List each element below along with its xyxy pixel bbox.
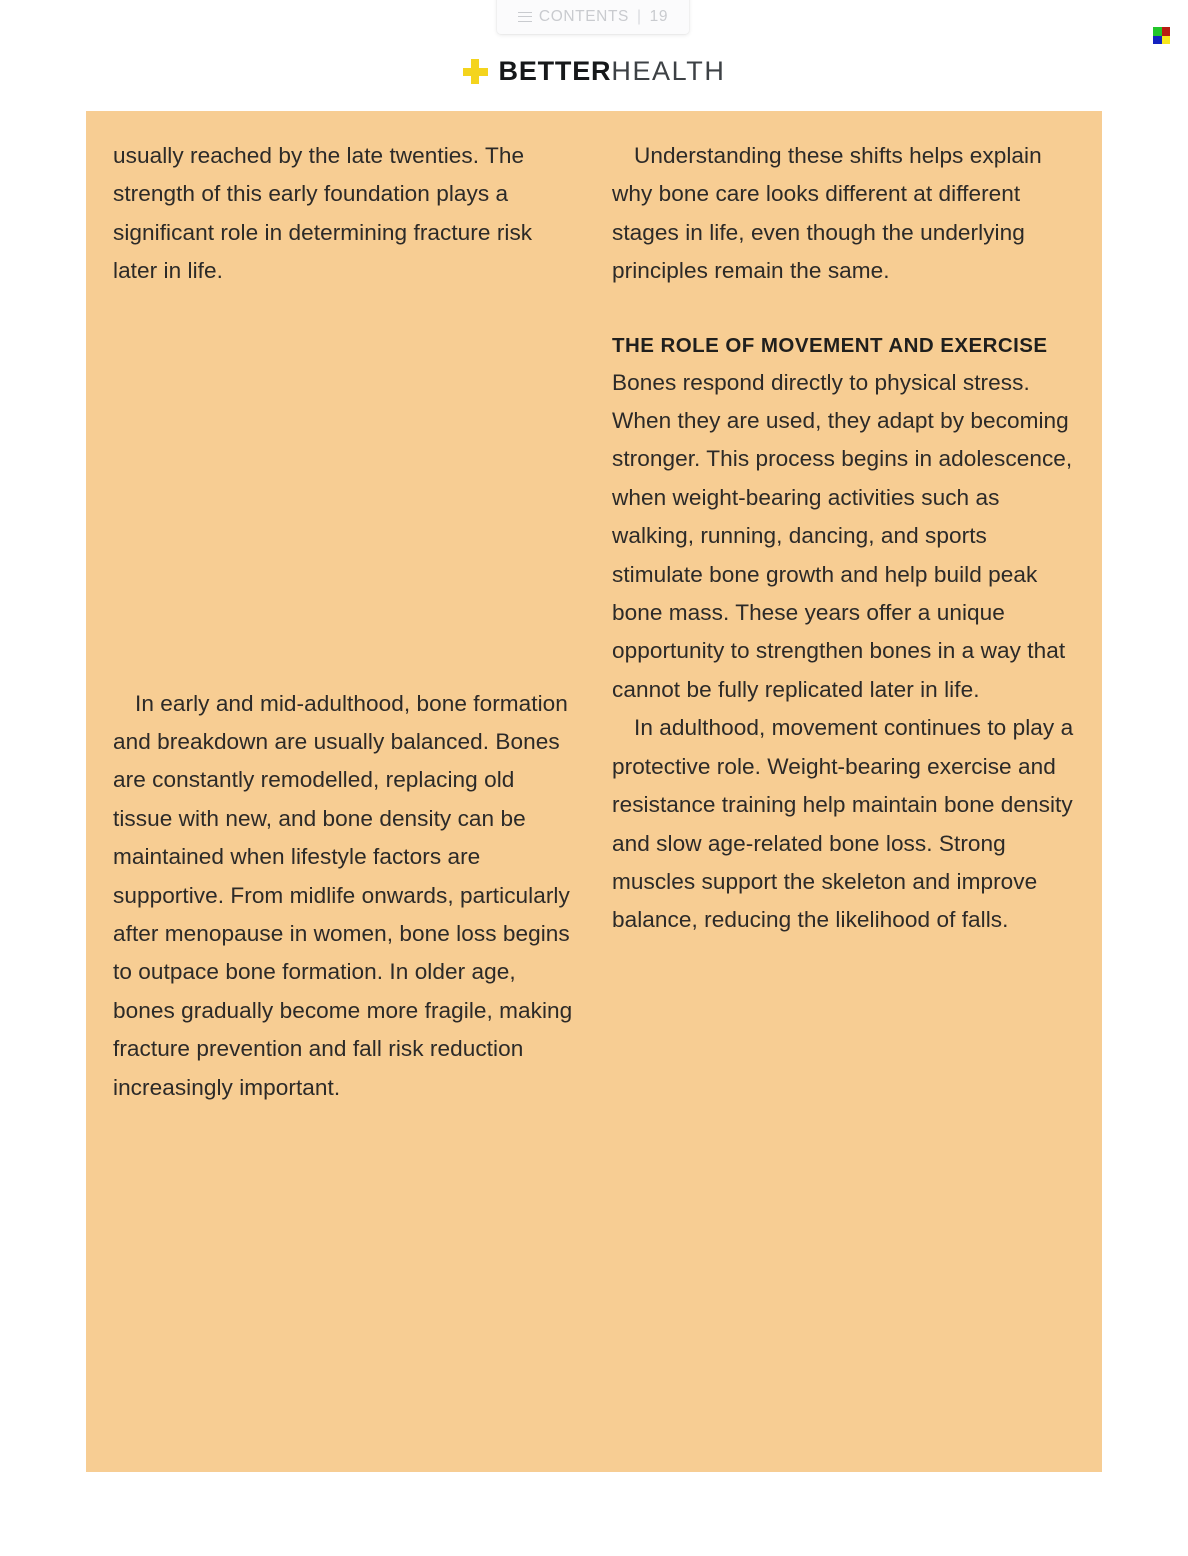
- masthead: [0, 58, 1188, 85]
- page-number: 19: [649, 8, 669, 25]
- brand-name-primary: BETTER: [498, 56, 612, 86]
- four-color-squares-icon: [1153, 27, 1170, 44]
- swatch-yellow: [1162, 36, 1171, 45]
- right-paragraph-1: Understanding these shifts helps explain why bone care looks different at different stages in life, even though the underlying principles remain the same.: [612, 143, 1042, 284]
- section-heading: THE ROLE OF MOVEMENT AND EXERCISE: [612, 333, 1048, 357]
- contents-divider: |: [636, 8, 642, 25]
- article-panel: [86, 111, 1102, 1472]
- hamburger-icon: [518, 12, 532, 23]
- article-columns: [113, 137, 1075, 1107]
- left-column: [113, 137, 576, 1107]
- left-paragraph-2: In early and mid-adulthood, bone formation and breakdown are usually balanced. Bones are constantly remodelled, replacing old tissue with new, and bone density can be maintained when lifestyle factors are supportive. From midlife onwards, particularly after menopause in women, bone loss begins to outpace bone formation. In older age, bones gradually become more fragile, making fracture prevention and fall risk reduction increasingly important.: [113, 690, 573, 1100]
- swatch-blue: [1153, 36, 1162, 45]
- brand-wordmark: [499, 58, 726, 85]
- yellow-cross-icon: [463, 59, 488, 84]
- swatch-green: [1153, 27, 1162, 36]
- left-paragraph-1: usually reached by the late twenties. The strength of this early foundation plays a significant role in determining fracture risk later in life.: [113, 143, 533, 284]
- right-column: [612, 137, 1075, 1107]
- figure-placeholder: [113, 291, 576, 685]
- contents-pill[interactable]: [497, 0, 689, 34]
- section-spacer: [612, 291, 1075, 327]
- contents-label: CONTENTS: [538, 8, 629, 25]
- right-paragraph-3: In adulthood, movement continues to play a protective role. Weight-bearing exercise and resistance training help maintain bone density and slow age-related bone loss. Strong muscles support the skeleton and improve balance, reducing the likelihood of falls.: [612, 715, 1074, 933]
- right-paragraph-2: Bones respond directly to physical stress. When they are used, they adapt by becoming stronger. This process begins in adolescence, when weight-bearing activities such as walking, running, dancing, and sports stimulate bone growth and help build peak bone mass. These years offer a unique opportunity to strengthen bones in a way that cannot be fully replicated later in life.: [612, 369, 1073, 702]
- brand-name-secondary: HEALTH: [611, 56, 726, 86]
- swatch-red: [1162, 27, 1171, 36]
